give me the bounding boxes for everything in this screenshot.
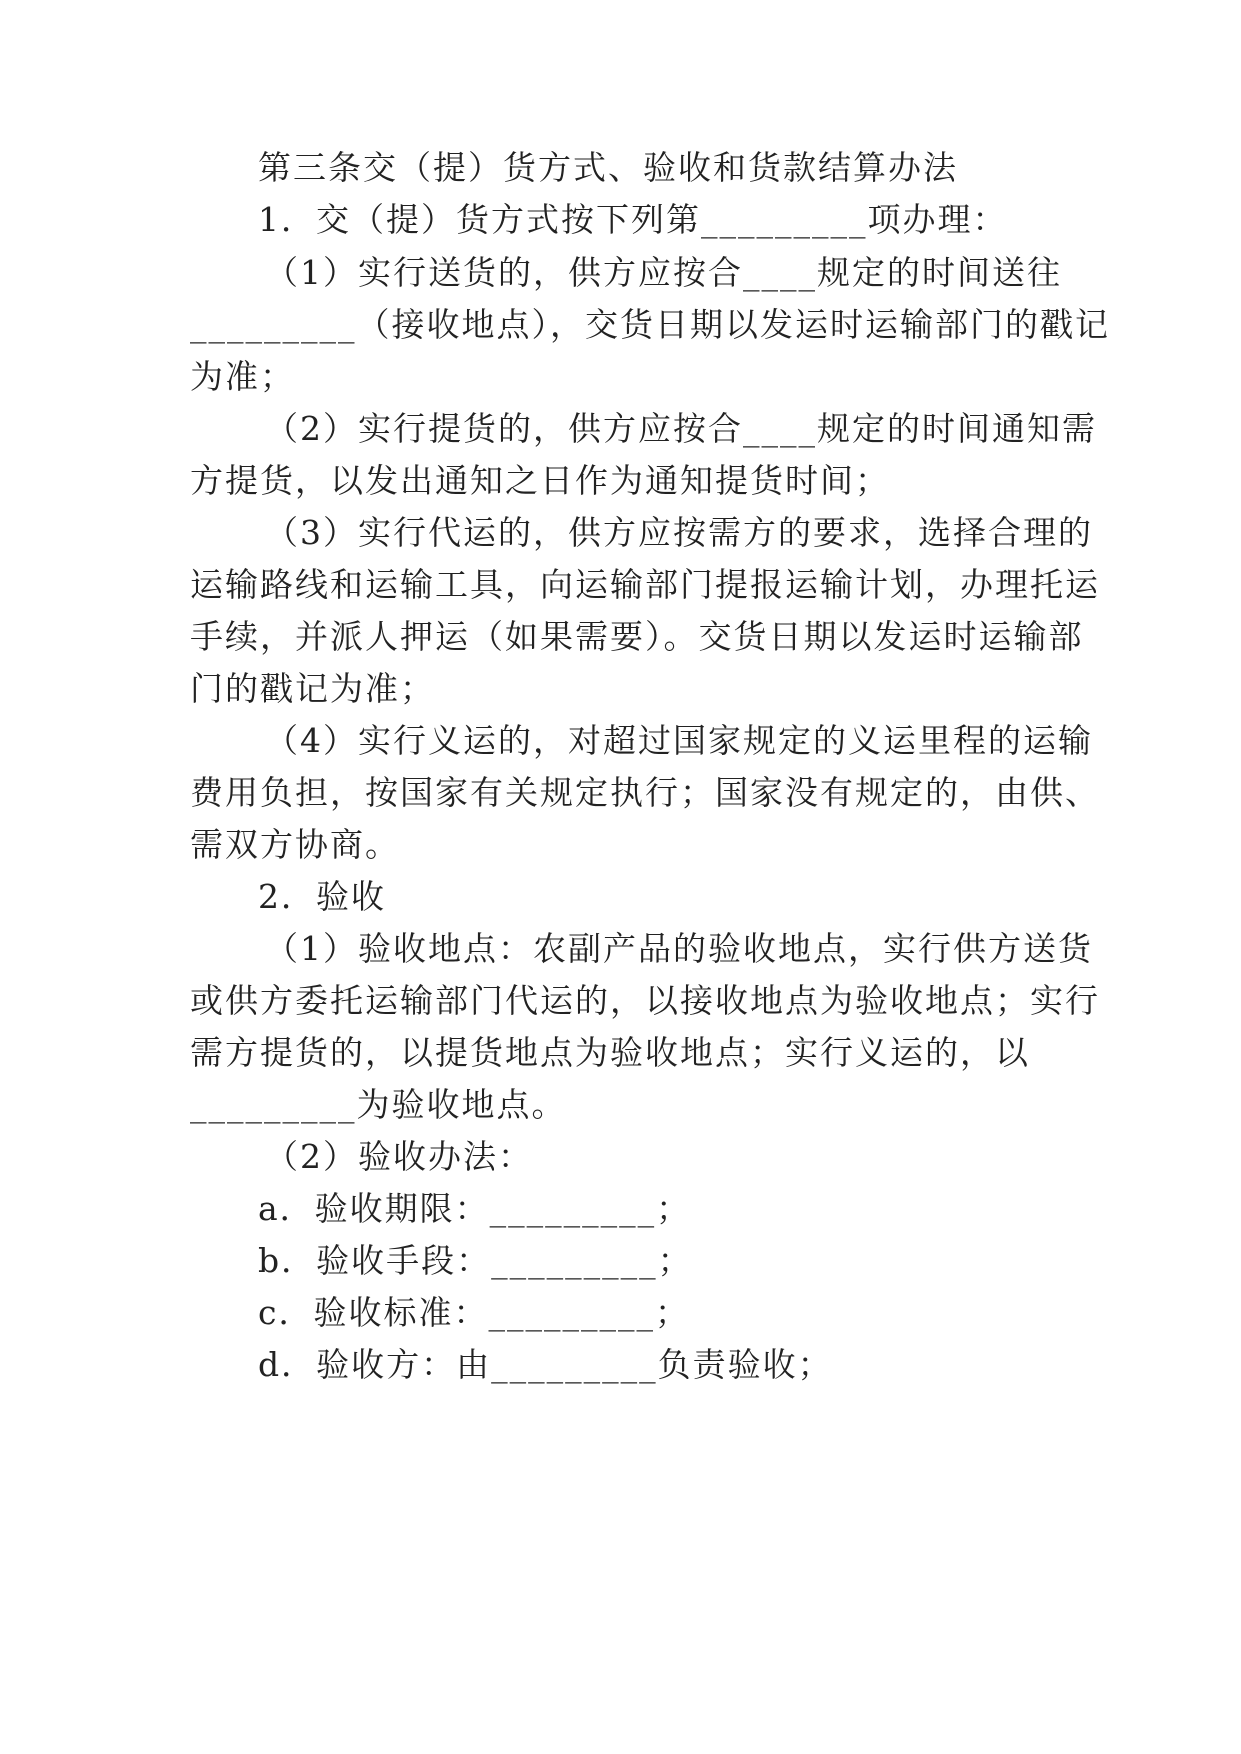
paragraph-line: （4）实行义运的，对超过国家规定的义运里程的运输 — [265, 721, 1093, 760]
paragraph-line: 方提货，以发出通知之日作为通知提货时间； — [190, 461, 890, 500]
paragraph-line: （2）实行提货的，供方应按合____规定的时间通知需 — [265, 409, 1097, 448]
paragraph-line: （1）实行送货的，供方应按合____规定的时间送往 — [265, 253, 1062, 292]
paragraph-line: _________为验收地点。 — [190, 1085, 567, 1124]
paragraph-line: 需双方协商。 — [190, 825, 400, 864]
paragraph-line: 门的戳记为准； — [190, 669, 435, 708]
paragraph-line: 手续，并派人押运（如果需要）。交货日期以发运时运输部 — [190, 617, 1084, 656]
paragraph-line: 或供方委托运输部门代运的，以接收地点为验收地点；实行 — [190, 981, 1100, 1020]
paragraph-line: _________（接收地点），交货日期以发运时运输部门的戳记 — [190, 305, 1110, 344]
paragraph-line: （3）实行代运的，供方应按需方的要求，选择合理的 — [265, 513, 1093, 552]
section-subheading: 2．验收 — [258, 877, 386, 916]
paragraph-line: 需方提货的，以提货地点为验收地点；实行义运的，以 — [190, 1033, 1030, 1072]
paragraph-line: 为准； — [190, 357, 295, 396]
paragraph-line: （2）验收办法： — [265, 1137, 533, 1176]
list-item: d．验收方：由_________负责验收； — [258, 1345, 833, 1384]
paragraph-line: （1）验收地点：农副产品的验收地点，实行供方送货 — [265, 929, 1093, 968]
paragraph-line: 1．交（提）货方式按下列第_________项办理： — [258, 200, 1008, 239]
paragraph-line: 运输路线和运输工具，向运输部门提报运输计划，办理托运 — [190, 565, 1100, 604]
list-item: b．验收手段：_________； — [258, 1241, 693, 1280]
section-heading: 第三条交（提）货方式、验收和货款结算办法 — [258, 148, 958, 187]
paragraph-line: 费用负担，按国家有关规定执行；国家没有规定的，由供、 — [190, 773, 1100, 812]
list-item: a．验收期限：_________； — [258, 1189, 692, 1228]
list-item: c．验收标准：_________； — [258, 1293, 690, 1332]
